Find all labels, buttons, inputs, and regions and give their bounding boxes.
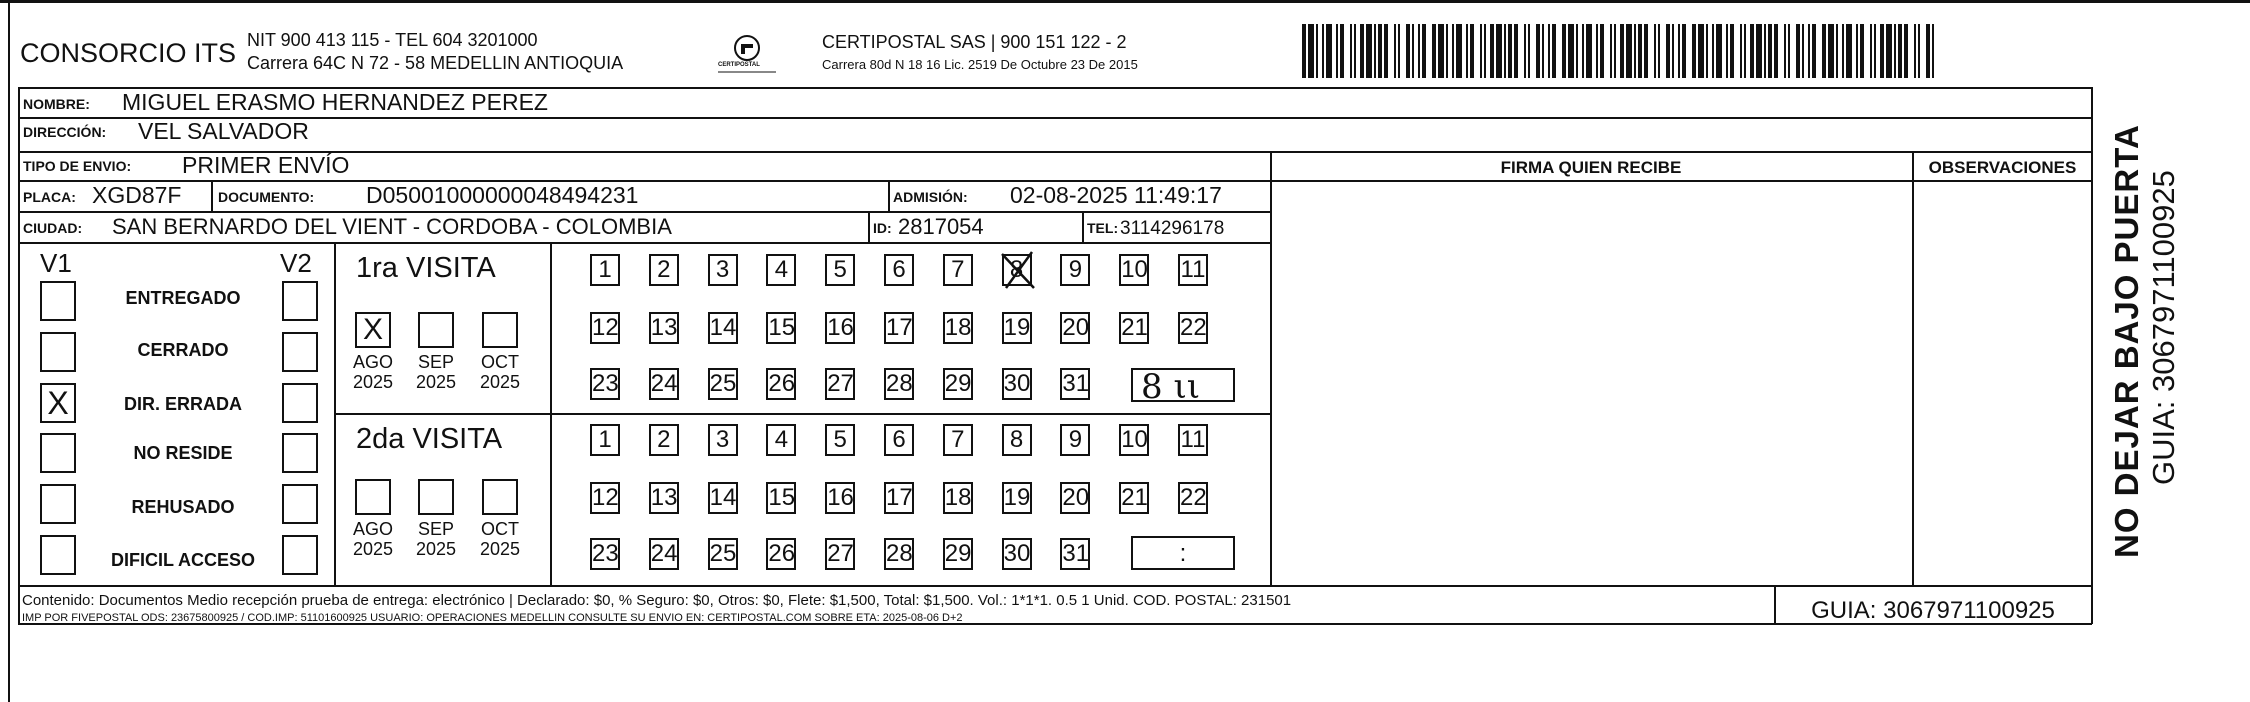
barcode-bar xyxy=(1508,24,1512,78)
v1-checkbox[interactable] xyxy=(40,332,76,372)
company-nit: NIT 900 413 115 - TEL 604 3201000 xyxy=(247,30,538,50)
day-box[interactable]: 30 xyxy=(1002,538,1032,570)
id-value: 2817054 xyxy=(898,214,984,239)
barcode-bar xyxy=(1764,24,1766,78)
day-box[interactable]: 10 xyxy=(1119,424,1149,456)
barcode-bar xyxy=(1470,24,1474,78)
day-box[interactable]: 25 xyxy=(708,368,738,400)
page-top-border xyxy=(0,0,2250,3)
day-box[interactable]: 26 xyxy=(766,538,796,570)
row-line xyxy=(18,117,2092,119)
admission-value: 02-08-2025 11:49:17 xyxy=(1010,182,1222,208)
barcode-bar xyxy=(1716,24,1722,78)
barcode-bar xyxy=(1354,24,1356,78)
v1-checkbox[interactable] xyxy=(40,281,76,321)
observations-header: OBSERVACIONES xyxy=(1928,158,2077,177)
barcode-bar xyxy=(1808,24,1810,78)
plate-value: XGD87F xyxy=(92,182,182,208)
barcode-bar xyxy=(1796,24,1800,78)
barcode-bar xyxy=(1784,24,1786,78)
barcode-bar xyxy=(1634,24,1636,78)
day-box[interactable]: 12 xyxy=(590,312,620,344)
day-box[interactable]: 31 xyxy=(1060,368,1090,400)
row-line xyxy=(1082,211,1084,243)
courier-name: CERTIPOSTAL SAS | 900 151 122 - 2 xyxy=(822,32,1127,52)
day-box[interactable]: 20 xyxy=(1060,312,1090,344)
v1-checkbox[interactable]: X xyxy=(40,383,76,423)
side-guide: GUIA: 3067971100925 xyxy=(2146,170,2181,485)
barcode-bar xyxy=(1552,24,1556,78)
barcode-bar xyxy=(1336,24,1338,78)
visit1-time-box[interactable] xyxy=(1131,367,1235,407)
barcode-bar xyxy=(1456,24,1462,78)
barcode-bar xyxy=(1932,24,1934,78)
barcode-bar xyxy=(1366,24,1372,78)
barcode-bar xyxy=(1378,24,1382,78)
barcode-bar xyxy=(1384,24,1388,78)
day-box[interactable]: 29 xyxy=(943,368,973,400)
row-line xyxy=(888,180,890,212)
address-value: VEL SALVADOR xyxy=(138,118,309,144)
day-box[interactable]: 1 xyxy=(590,254,620,286)
barcode-bar xyxy=(1542,24,1544,78)
barcode-bar xyxy=(1340,24,1344,78)
barcode-bar xyxy=(1576,24,1578,78)
barcode-bar xyxy=(1536,24,1540,78)
status-label: ENTREGADO xyxy=(125,288,241,308)
day-box[interactable]: 20 xyxy=(1060,482,1090,514)
day-box[interactable]: 3 xyxy=(708,424,738,456)
day-box[interactable]: 2 xyxy=(649,424,679,456)
barcode-bar xyxy=(1812,24,1816,78)
barcode-bar xyxy=(1750,24,1754,78)
barcode-bar xyxy=(1842,24,1844,78)
month-label: SEP xyxy=(417,519,455,539)
year-label: 2025 xyxy=(415,372,457,392)
barcode-bar xyxy=(1438,24,1444,78)
barcode-bar xyxy=(1626,24,1632,78)
barcode-bar xyxy=(1706,24,1708,78)
visit2-title: 2da VISITA xyxy=(356,423,503,455)
barcode-bar xyxy=(1654,24,1656,78)
barcode-bar xyxy=(1308,24,1314,78)
month-checkbox[interactable] xyxy=(355,479,391,515)
v2-checkbox[interactable] xyxy=(282,281,318,321)
barcode-bar xyxy=(1692,24,1696,78)
day-box[interactable]: 22 xyxy=(1178,482,1208,514)
barcode-bar xyxy=(1918,24,1920,78)
barcode-bar xyxy=(1860,24,1864,78)
courier-license: Carrera 80d N 18 16 Lic. 2519 De Octubre 23 De 2015 xyxy=(822,57,1138,72)
status-label: DIR. ERRADA xyxy=(123,394,242,414)
day-box[interactable]: 7 xyxy=(943,254,973,286)
observations-area[interactable] xyxy=(1914,182,2091,585)
day-box[interactable]: 1 xyxy=(590,424,620,456)
month-label: OCT xyxy=(481,519,519,539)
day-box[interactable]: 27 xyxy=(825,368,855,400)
day-box[interactable]: 15 xyxy=(766,482,796,514)
v2-checkbox[interactable] xyxy=(282,433,318,473)
day-box[interactable]: 24 xyxy=(649,538,679,570)
day-box[interactable]: 17 xyxy=(884,482,914,514)
v2-checkbox[interactable] xyxy=(282,332,318,372)
barcode-bar xyxy=(1926,24,1930,78)
month-checkbox[interactable] xyxy=(418,479,454,515)
day-box[interactable]: 13 xyxy=(649,482,679,514)
barcode xyxy=(1302,24,1938,78)
barcode-bar xyxy=(1768,24,1772,78)
day-box[interactable]: 28 xyxy=(884,368,914,400)
barcode-bar xyxy=(1638,24,1642,78)
barcode-bar xyxy=(1412,24,1414,78)
month-checkbox[interactable] xyxy=(418,312,454,348)
barcode-bar xyxy=(1672,24,1674,78)
day-box[interactable]: 25 xyxy=(708,538,738,570)
side-warning: NO DEJAR BAJO PUERTA xyxy=(2108,124,2145,558)
plate-label: PLACA: xyxy=(23,189,76,205)
footer-guide: GUIA: 3067971100925 xyxy=(1811,597,2055,624)
v1-checkbox[interactable] xyxy=(40,433,76,473)
v2-label: V2 xyxy=(280,248,312,278)
day-box[interactable]: 11 xyxy=(1178,254,1208,286)
month-label: OCT xyxy=(481,352,519,372)
year-label: 2025 xyxy=(479,372,521,392)
barcode-bar xyxy=(1756,24,1762,78)
row-line xyxy=(211,180,213,212)
day-box[interactable]: 4 xyxy=(766,254,796,286)
barcode-bar xyxy=(1406,24,1410,78)
visit1-time: 8 ιι xyxy=(1141,367,1201,407)
city-label: CIUDAD: xyxy=(23,220,83,236)
v1-label: V1 xyxy=(40,248,72,278)
barcode-bar xyxy=(1350,24,1352,78)
barcode-bar xyxy=(1698,24,1704,78)
barcode-bar xyxy=(1880,24,1884,78)
barcode-bar xyxy=(1730,24,1734,78)
day-box[interactable]: 23 xyxy=(590,538,620,570)
certipostal-logo xyxy=(712,32,782,78)
barcode-bar xyxy=(1666,24,1670,78)
barcode-bar xyxy=(1432,24,1436,78)
status-label: REHUSADO xyxy=(131,497,235,517)
barcode-bar xyxy=(1394,24,1396,78)
year-label: 2025 xyxy=(415,539,457,559)
barcode-bar xyxy=(1914,24,1916,78)
day-box[interactable]: 31 xyxy=(1060,538,1090,570)
id-label: ID: xyxy=(873,220,892,236)
page-left-border xyxy=(8,0,10,702)
day-box[interactable]: 14 xyxy=(708,312,738,344)
barcode-bar xyxy=(1886,24,1892,78)
row-line xyxy=(2091,87,2093,624)
day-box[interactable]: 7 xyxy=(943,424,973,456)
row-line xyxy=(18,242,1271,244)
footer-contents: Contenido: Documentos Medio recepción prueba de entrega: electrónico | Declarado: $0, % Seguro: $0, Otros: $0, Flete: $1,500, Total: $1,500. Vol.: 1*1*1. 0.5 1 Unid. COD. POSTAL: 231501 xyxy=(22,592,1292,609)
row-line xyxy=(334,413,1270,415)
barcode-bar xyxy=(1360,24,1364,78)
barcode-bar xyxy=(1582,24,1584,78)
month-label: SEP xyxy=(417,352,455,372)
barcode-bar xyxy=(1466,24,1468,78)
v1-checkbox[interactable] xyxy=(40,535,76,575)
month-checkbox[interactable] xyxy=(482,312,518,348)
barcode-bar xyxy=(1302,24,1306,78)
day-box[interactable]: 15 xyxy=(766,312,796,344)
day-box[interactable]: 28 xyxy=(884,538,914,570)
barcode-bar xyxy=(1316,24,1318,78)
barcode-bar xyxy=(1774,24,1778,78)
day-box[interactable]: 5 xyxy=(825,254,855,286)
row-line xyxy=(18,87,20,624)
day-box[interactable]: 23 xyxy=(590,368,620,400)
status-label: NO RESIDE xyxy=(133,443,233,463)
day-box[interactable]: 27 xyxy=(825,538,855,570)
day-box[interactable]: 5 xyxy=(825,424,855,456)
v2-checkbox[interactable] xyxy=(282,535,318,575)
tel-value: 3114296178 xyxy=(1120,218,1225,239)
month-label: AGO xyxy=(352,519,393,539)
day-box[interactable]: 13 xyxy=(649,312,679,344)
visit2-time: : xyxy=(1179,540,1187,567)
day-box[interactable]: 12 xyxy=(590,482,620,514)
day-box[interactable]: 3 xyxy=(708,254,738,286)
day-box[interactable]: 6 xyxy=(884,254,914,286)
barcode-bar xyxy=(1398,24,1400,78)
barcode-bar xyxy=(1452,24,1454,78)
barcode-bar xyxy=(1490,24,1494,78)
logo-text: CERTIPOSTAL xyxy=(718,62,760,68)
year-label: 2025 xyxy=(352,539,394,559)
barcode-bar xyxy=(1524,24,1526,78)
day-box[interactable]: 22 xyxy=(1178,312,1208,344)
document-label: DOCUMENTO: xyxy=(218,189,315,205)
day-box[interactable]: 8 xyxy=(1002,424,1032,456)
month-checkbox[interactable] xyxy=(482,479,518,515)
barcode-bar xyxy=(1870,24,1872,78)
cross-mark-icon xyxy=(996,248,1040,292)
v2-checkbox[interactable] xyxy=(282,484,318,524)
signature-header: FIRMA QUIEN RECIBE xyxy=(1500,158,1682,177)
v1-checkbox[interactable] xyxy=(40,484,76,524)
status-label: CERRADO xyxy=(137,340,229,360)
barcode-bar xyxy=(1644,24,1648,78)
admission-label: ADMISIÓN: xyxy=(893,189,968,205)
month-label: AGO xyxy=(352,352,393,372)
barcode-bar xyxy=(1418,24,1420,78)
day-box[interactable]: 2 xyxy=(649,254,679,286)
barcode-bar xyxy=(1548,24,1550,78)
address-label: DIRECCIÓN: xyxy=(23,124,107,140)
barcode-bar xyxy=(1322,24,1324,78)
day-box[interactable]: 29 xyxy=(943,538,973,570)
v2-checkbox[interactable] xyxy=(282,383,318,423)
barcode-bar xyxy=(1446,24,1448,78)
barcode-bar xyxy=(1614,24,1616,78)
barcode-bar xyxy=(1904,24,1908,78)
barcode-bar xyxy=(1726,24,1728,78)
barcode-bar xyxy=(1712,24,1714,78)
day-box[interactable]: 4 xyxy=(766,424,796,456)
month-checkbox[interactable]: X xyxy=(355,312,391,348)
barcode-bar xyxy=(1586,24,1592,78)
tel-label: TEL: xyxy=(1087,220,1119,236)
barcode-bar xyxy=(1568,24,1574,78)
day-box[interactable]: 9 xyxy=(1060,424,1090,456)
day-box[interactable]: 21 xyxy=(1119,482,1149,514)
year-label: 2025 xyxy=(352,372,394,392)
row-line xyxy=(18,585,2092,587)
visit2-time-box[interactable] xyxy=(1131,536,1235,570)
barcode-bar xyxy=(1600,24,1604,78)
barcode-bar xyxy=(1514,24,1518,78)
barcode-bar xyxy=(1422,24,1426,78)
barcode-bar xyxy=(1874,24,1876,78)
day-box[interactable]: 16 xyxy=(825,312,855,344)
day-box[interactable]: 14 xyxy=(708,482,738,514)
row-line xyxy=(868,211,870,243)
day-box-marked[interactable]: 8 xyxy=(1002,254,1032,286)
day-box[interactable]: 24 xyxy=(649,368,679,400)
day-box[interactable]: 30 xyxy=(1002,368,1032,400)
footer-print-info: IMP POR FIVEPOSTAL ODS: 23675800925 / COD.IMP: 51101600925 USUARIO: OPERACIONES MEDELLIN CONSULTE SU ENVIO EN: CERTIPOSTAL.COM SOBRE ETA: 2025-08-06 D+2 xyxy=(22,612,963,624)
day-box[interactable]: 26 xyxy=(766,368,796,400)
signature-area[interactable] xyxy=(1272,182,1912,585)
barcode-bar xyxy=(1610,24,1612,78)
status-label: DIFICIL ACCESO xyxy=(110,550,255,570)
barcode-bar xyxy=(1504,24,1506,78)
barcode-bar xyxy=(1658,24,1660,78)
day-box[interactable]: 10 xyxy=(1119,254,1149,286)
barcode-bar xyxy=(1562,24,1566,78)
day-box[interactable]: 19 xyxy=(1002,312,1032,344)
barcode-bar xyxy=(1802,24,1804,78)
barcode-bar xyxy=(1528,24,1530,78)
barcode-bar xyxy=(1740,24,1742,78)
year-label: 2025 xyxy=(479,539,521,559)
barcode-bar xyxy=(1326,24,1332,78)
barcode-bar xyxy=(1788,24,1790,78)
day-box[interactable]: 9 xyxy=(1060,254,1090,286)
day-box[interactable]: 16 xyxy=(825,482,855,514)
document-value: D05001000000048494231 xyxy=(366,182,639,208)
barcode-bar xyxy=(1596,24,1598,78)
type-value: PRIMER ENVÍO xyxy=(182,152,350,178)
barcode-bar xyxy=(1898,24,1902,78)
barcode-bar xyxy=(1744,24,1746,78)
company-address: Carrera 64C N 72 - 58 MEDELLIN ANTIOQUIA xyxy=(247,53,624,73)
type-label: TIPO DE ENVIO: xyxy=(23,158,132,174)
name-label: NOMBRE: xyxy=(23,96,90,112)
barcode-bar xyxy=(1496,24,1502,78)
day-box[interactable]: 17 xyxy=(884,312,914,344)
day-box[interactable]: 18 xyxy=(943,312,973,344)
name-value: MIGUEL ERASMO HERNANDEZ PEREZ xyxy=(122,89,548,115)
barcode-bar xyxy=(1846,24,1852,78)
barcode-bar xyxy=(1682,24,1686,78)
barcode-bar xyxy=(1678,24,1680,78)
barcode-bar xyxy=(1374,24,1376,78)
visit1-title: 1ra VISITA xyxy=(356,252,496,284)
barcode-bar xyxy=(1836,24,1838,78)
day-box[interactable]: 21 xyxy=(1119,312,1149,344)
barcode-bar xyxy=(1822,24,1826,78)
barcode-bar xyxy=(1620,24,1624,78)
barcode-bar xyxy=(1856,24,1858,78)
day-box[interactable]: 18 xyxy=(943,482,973,514)
day-box[interactable]: 19 xyxy=(1002,482,1032,514)
barcode-bar xyxy=(1484,24,1486,78)
day-box[interactable]: 11 xyxy=(1178,424,1208,456)
city-value: SAN BERNARDO DEL VIENT - CORDOBA - COLOMBIA xyxy=(112,214,672,239)
barcode-bar xyxy=(1480,24,1482,78)
company-name: CONSORCIO ITS xyxy=(20,38,237,68)
barcode-bar xyxy=(1894,24,1896,78)
barcode-bar xyxy=(1828,24,1834,78)
day-box[interactable]: 6 xyxy=(884,424,914,456)
